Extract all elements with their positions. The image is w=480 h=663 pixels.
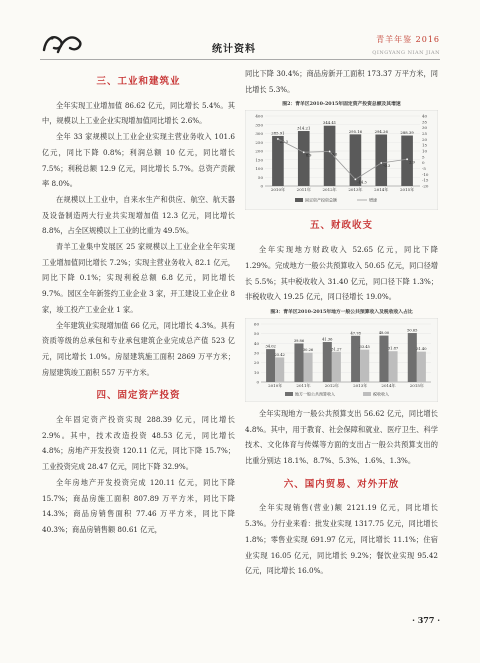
bar-revenue	[408, 333, 417, 382]
growth-value-label: 20.3	[279, 140, 288, 145]
right-column	[245, 66, 438, 579]
bar-value-label: 31.27	[331, 347, 342, 352]
y-tick-label-right: 10	[422, 148, 428, 154]
left-column	[42, 66, 235, 538]
legend-label: 税收收入	[373, 391, 389, 397]
legend-label: 固定资产投资总额	[305, 197, 337, 203]
paragraph: 全年固定资产投资实现 288.39 亿元，同比增长 2.9%。其中，技术改造投资 48.53 亿元，同比增长 4.8%；房地产开发投资 120.11 亿元，同比下降 15.7%；工业投资完成 28.47 亿元，同比下降 32.9%。	[42, 415, 235, 472]
yearbook-title: 青羊年鉴 2016	[376, 35, 440, 44]
page-number: · 377 ·	[412, 615, 440, 625]
y-tick-label-right: -10	[422, 172, 429, 178]
legend-label: 地方一般公共预算收入	[295, 391, 335, 397]
paragraph: 在规模以上工业中，自来水生产和供应、航空、航天器及设备制造两大行业共实现增加值 12.3 亿元，同比增长 8.8%，占全区规模以上工业的比重为 49.5%。	[42, 194, 235, 236]
growth-point	[354, 179, 356, 181]
y-tick-label-left: 50	[257, 175, 263, 181]
paragraph: 全年实现销售(营业)额 2121.19 亿元，同比增长 5.3%。分行业来看：批发业实现 1317.75 亿元，同比增长 1.8%；零售业实现 691.97 亿元，同比增长 11.1%；住宿业实现 16.05 亿元，同比增长 9.2%；餐饮业实现 95.42 亿元，同比增长 16.0%。	[245, 503, 438, 576]
x-tick-label: 2012年	[324, 382, 339, 388]
bar-value-label: 285.91	[271, 130, 285, 136]
bar-value-label: 47.78	[350, 331, 361, 336]
y-tick-label: 20	[253, 360, 259, 366]
bar-tax	[417, 352, 426, 382]
bar	[375, 135, 387, 186]
investment-chart	[245, 110, 438, 210]
y-tick-label-right: -15	[422, 178, 429, 184]
figure-caption: 图3：青羊区2010-2015年地方一般公共预算收入及税收收入占比	[270, 308, 413, 315]
bar-value-label: 31.40	[416, 347, 427, 352]
x-tick-label: 2011年	[296, 382, 311, 388]
y-tick-label-left: 0	[260, 183, 263, 189]
bar-value-label: 25.42	[274, 352, 285, 357]
legend-label: 增速	[369, 197, 377, 203]
bar	[298, 131, 310, 186]
bar-revenue	[351, 336, 360, 382]
section-heading-investment: 四、固定资产投资	[96, 390, 181, 402]
section-heading-finance: 五、财政收支	[309, 220, 373, 232]
growth-point	[406, 159, 408, 161]
growth-value-label: 9.6	[331, 152, 338, 157]
growth-point	[277, 138, 279, 140]
y-tick-label-right: -20	[422, 183, 429, 189]
yearbook-subtitle: QINGYANG NIAN JIAN	[372, 50, 440, 56]
y-tick-label-right: 20	[422, 137, 428, 143]
bar-value-label: 288.39	[400, 130, 414, 136]
paragraph: 青羊工业集中发展区 25 家规模以上工业企业全年实现工业增加值同比增长 7.2%；实现主营业务收入 82.1 亿元，同比下降 0.1%；实现利税总额 6.8 亿元，同比增长 9.7%。园区全年新签约工业企业 3 家，开工建设工业企业 8 家，竣工投产工业企业 1 家。	[42, 242, 235, 314]
x-tick-label: 2010年	[268, 382, 283, 388]
y-tick-label: 40	[253, 340, 259, 346]
figure-investment	[245, 101, 438, 210]
growth-value-label: 2.9	[409, 160, 415, 165]
paragraph: 全年实现地方一般公共预算支出 56.62 亿元，同比增长 4.8%。其中，用于教育、社会保障和就业、医疗卫生、科学技术、文化体育与传媒等方面的支出占一般公共预算支出的比重分别达 18.1%、8.7%、5.3%、1.6%、1.3%。	[245, 408, 438, 466]
paragraph: 全年建筑业实现增加值 66 亿元，同比增长 4.3%。具有资质等级的总承包和专业承包建筑企业完成总产值 523 亿元，同比增长 1.0%。房屋建筑施工面积 2869 万平方米；房屋建筑竣工面积 557 万平方米。	[42, 320, 235, 377]
y-tick-label-right: -5	[422, 166, 426, 172]
x-tick-label: 2015年	[409, 382, 424, 388]
bar-value-label: 48.00	[378, 331, 390, 336]
paragraph: 全年实现工业增加值 86.62 亿元，同比增长 5.4%。其中，规模以上工业企业实现增加值同比增长 2.6%。	[42, 100, 235, 126]
revenue-chart	[245, 318, 438, 402]
y-tick-label: 60	[253, 321, 259, 327]
y-tick-label-right: 40	[422, 113, 428, 119]
bar-value-label: 39.86	[293, 338, 305, 343]
y-tick-label-right: 0	[422, 160, 425, 166]
y-tick-label-left: 100	[255, 166, 263, 172]
y-tick-label-left: 400	[255, 113, 263, 119]
header-divider	[40, 59, 440, 60]
y-tick-label-left: 150	[255, 157, 263, 163]
y-tick-label-right: 25	[422, 131, 428, 137]
growth-point	[328, 151, 330, 153]
paragraph: 同比下降 30.4%；商品房新开工面积 173.37 万平方米，同比增长 5.3%。	[245, 69, 438, 94]
y-tick-label-left: 300	[255, 131, 263, 137]
x-tick-label: 2013年	[348, 187, 363, 193]
bar-value-label: 314.21	[297, 125, 311, 131]
y-tick-label: 0	[256, 379, 259, 385]
growth-value-label: -0.3	[383, 164, 391, 169]
x-tick-label: 2010年	[270, 187, 286, 193]
legend-swatch-revenue	[285, 392, 293, 396]
y-tick-label-right: 5	[422, 154, 425, 160]
bar-value-label: 294.26	[374, 129, 388, 135]
section-title: 统计资料	[212, 44, 256, 55]
bar-tax	[389, 351, 398, 382]
growth-point	[303, 152, 305, 154]
y-tick-label-right: 35	[422, 119, 428, 125]
bar-value-label: 344.41	[322, 120, 337, 126]
x-tick-label: 2014年	[381, 382, 396, 388]
figure-caption: 图2：青羊区2010-2015年固定资产投资总额及其增速	[282, 101, 401, 108]
x-tick-label: 2014年	[374, 187, 389, 193]
x-tick-label: 2012年	[322, 187, 337, 193]
x-tick-label: 2011年	[296, 187, 311, 193]
bar-value-label: 50.65	[407, 328, 418, 333]
legend-swatch-tax	[363, 392, 371, 396]
paragraph: 全年房地产开发投资完成 120.11 亿元，同比下降 15.7%；商品房施工面积 807.89 万平方米，同比下降 14.3%；商品房销售面积 77.46 万平方米，同比下降 40.3%；商品房销售额 80.61 亿元，	[42, 477, 235, 534]
y-tick-label-left: 350	[255, 122, 263, 128]
y-tick-label-left: 200	[255, 148, 263, 154]
bar-value-label: 34.02	[265, 344, 276, 349]
y-tick-label: 10	[253, 369, 259, 375]
bar-tax	[332, 352, 341, 382]
paragraph: 全年实现地方财政收入 52.65 亿元，同比下降 1.29%。完成地方一般公共预算收入 50.65 亿元，同口径增长 5.5%；其中税收收入 31.40 亿元，同口径下降 1.3%；非税收收入 19.25 亿元，同口径增长 19.0%。	[245, 245, 438, 302]
bar-value-label: 33.45	[359, 345, 370, 350]
growth-point	[380, 162, 382, 164]
y-tick-label: 50	[253, 331, 259, 337]
bar-tax	[360, 350, 369, 382]
yearbook-logo-icon	[40, 30, 84, 56]
growth-value-label: 8.9	[305, 153, 312, 158]
bar-value-label: 295.16	[348, 129, 363, 135]
section-heading-industry: 三、工业和建筑业	[96, 76, 181, 87]
bar-value-label: 31.87	[387, 346, 399, 351]
y-tick-label-left: 250	[255, 140, 263, 146]
section-heading-trade: 六、国内贸易、对外开放	[283, 478, 400, 490]
bar-value-label: 41.36	[322, 337, 333, 342]
x-tick-label: 2015年	[399, 187, 415, 193]
figure-revenue	[245, 309, 438, 402]
y-tick-label: 30	[253, 350, 259, 356]
legend-swatch-bar	[295, 198, 303, 202]
bar-tax	[275, 357, 284, 382]
paragraph: 全年 33 家规模以上工业企业实现主营业务收入 101.6 亿元，同比下降 0.8%；利润总额 10 亿元，同比增长 7.5%；利税总额 12.9 亿元，同比增长 5.7%。总资产贡献率 8.0%。	[42, 132, 235, 189]
growth-value-label: -14.3	[357, 180, 367, 185]
y-tick-label-right: 30	[422, 125, 428, 131]
page-header	[0, 0, 480, 62]
bar-tax	[304, 353, 313, 382]
bar-revenue	[379, 336, 388, 382]
x-tick-label: 2013年	[353, 382, 368, 388]
bar-value-label: 30.26	[302, 348, 314, 353]
y-tick-label-right: 15	[422, 143, 428, 149]
